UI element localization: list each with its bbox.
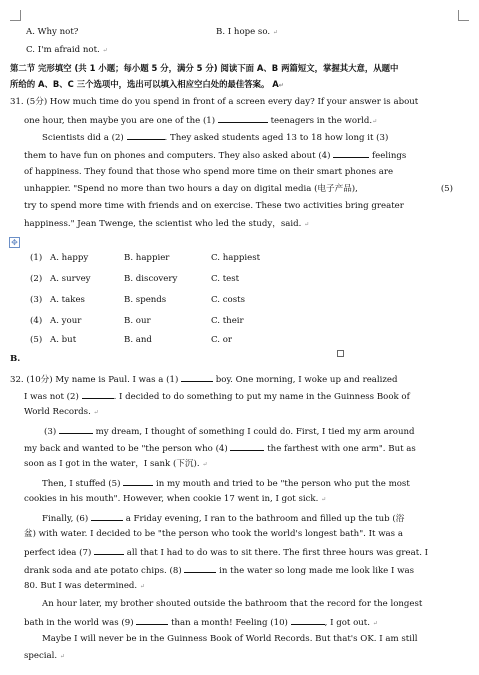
q31-line8: happiness." Jean Twenge, the scientist who led the study，said. ↵ [24, 219, 310, 229]
q32-line17: special. ↵ [24, 651, 65, 661]
option-c: C. costs [211, 295, 245, 305]
q32-line1: 32. (10分) My name is Paul. I was a (1) boy. One morning, I woke up and realized [10, 372, 461, 386]
answer-blank [136, 615, 168, 625]
option-number: (3) [30, 295, 43, 305]
q32-line15: bath in the world was (9) than a month! Feeling (10) , I got out. ↵ [24, 615, 461, 630]
option-number: (4) [30, 316, 43, 326]
option-number: (1) [30, 253, 43, 263]
option-c: C. their [211, 316, 244, 326]
q31-line4: them to have fun on phones and computers. They also asked about (4) feelings [24, 148, 461, 162]
paragraph-mark: ↵ [93, 409, 99, 416]
paragraph-mark: ↵ [139, 583, 145, 590]
q32-line4: (3) my dream, I thought of something I could do. First, I tied my arm around [44, 424, 461, 438]
q32-line12: drank soda and ate potato chips. (8) in the water so long made me look like I was [24, 563, 461, 577]
prev-option-a: A. Why not? [26, 27, 79, 37]
section-heading-line1: 第二节 完形填空 (共 1 小题；每小题 5 分，满分 5 分) 阅读下面 A、B 两篇短文，掌握其大意，从题中 [10, 63, 399, 73]
paragraph-mark: ↵ [321, 496, 327, 503]
q32-line10: 盆) with water. I decided to be "the person who took the world's longest bath". It was a [24, 529, 403, 539]
answer-blank [82, 389, 114, 399]
option-a: A. your [50, 316, 82, 326]
option-a: A. happy [50, 253, 89, 263]
q31-line1: 31. (5分) How much time do you spend in front of a screen every day? If your answer is about [10, 97, 419, 107]
table-move-handle-icon[interactable]: ✥ [9, 237, 20, 248]
answer-blank [59, 424, 93, 434]
q32-line3: World Records. ↵ [24, 407, 99, 417]
paragraph-mark: ↵ [372, 620, 378, 627]
paragraph-mark: ↵ [278, 82, 284, 89]
q32-line8: cookies in his mouth". However, when cookie 17 went in, I got sick. ↵ [24, 494, 327, 504]
q31-line6: unhappier. "Spend no more than two hours a day on digital media (电子产品), (5) [24, 184, 453, 194]
section-heading-line2: 所给的 A、B、C 三个选项中，选出可以填入相应空白处的最佳答案。 A↵ [10, 79, 284, 89]
option-b: B. our [124, 316, 151, 326]
passage-b-label: B. [10, 354, 21, 364]
q32-line11: perfect idea (7) all that I had to do was to sit there. The first three hours was great. I [24, 545, 461, 559]
answer-blank [181, 372, 213, 382]
option-a: A. but [50, 335, 77, 345]
paragraph-mark: ↵ [372, 118, 378, 125]
paragraph-mark: ↵ [59, 653, 65, 660]
option-number: (2) [30, 274, 43, 284]
prev-option-b: B. I hope so. ↵ [216, 27, 278, 37]
crop-mark-top-right [458, 10, 469, 21]
q31-line7: try to spend more time with friends and on exercise. These two activities bring greater [24, 201, 404, 211]
option-c: C. test [211, 274, 240, 284]
answer-blank [91, 511, 123, 521]
q32-line2: I was not (2) . I decided to do something to put my name in the Guinness Book of [24, 389, 461, 403]
crop-mark-top-left [10, 10, 21, 21]
prev-option-c: C. I'm afraid not. ↵ [26, 45, 108, 55]
paragraph-mark: ↵ [272, 29, 278, 36]
answer-blank [94, 545, 124, 555]
q32-line7: Then, I stuffed (5) in my mouth and tried to be "the person who put the most [42, 476, 461, 490]
q32-line13: 80. But I was determined. ↵ [24, 581, 145, 591]
q32-line5: my back and wanted to be "the person who (4) the farthest with one arm". But as [24, 441, 461, 455]
paragraph-mark: ↵ [202, 461, 208, 468]
option-b: B. discovery [124, 274, 178, 284]
q32-line6: soon as I got in the water，I sank (下沉). ↵ [24, 459, 208, 469]
answer-blank [184, 563, 216, 573]
q32-line14: An hour later, my brother shouted outside the bathroom that the record for the longest [42, 599, 423, 609]
q31-line3: Scientists did a (2) . They asked students aged 13 to 18 how long it (3) [42, 130, 461, 144]
option-c: C. happiest [211, 253, 261, 263]
answer-blank [127, 130, 165, 140]
option-c: C. or [211, 335, 233, 345]
q32-line9: Finally, (6) a Friday evening, I ran to the bathroom and filled up the tub (浴 [42, 511, 461, 525]
option-number: (5) [30, 335, 43, 345]
answer-blank [123, 476, 153, 486]
answer-blank [230, 441, 264, 451]
option-b: B. happier [124, 253, 170, 263]
option-b: B. spends [124, 295, 167, 305]
paragraph-mark: ↵ [102, 47, 108, 54]
q32-line16: Maybe I will never be in the Guinness Book of World Records. But that's OK. I am still [42, 634, 418, 644]
answer-blank [291, 615, 325, 625]
option-a: A. takes [50, 295, 85, 305]
answer-blank [218, 113, 268, 123]
paragraph-mark: ↵ [304, 221, 310, 228]
q31-line5: of happiness. They found that those who spend more time on their smart phones are [24, 167, 394, 177]
answer-blank [333, 148, 369, 158]
option-b: B. and [124, 335, 152, 345]
q31-line2: one hour, then maybe you are one of the (1) teenagers in the world.↵ [24, 113, 461, 128]
option-a: A. survey [50, 274, 91, 284]
